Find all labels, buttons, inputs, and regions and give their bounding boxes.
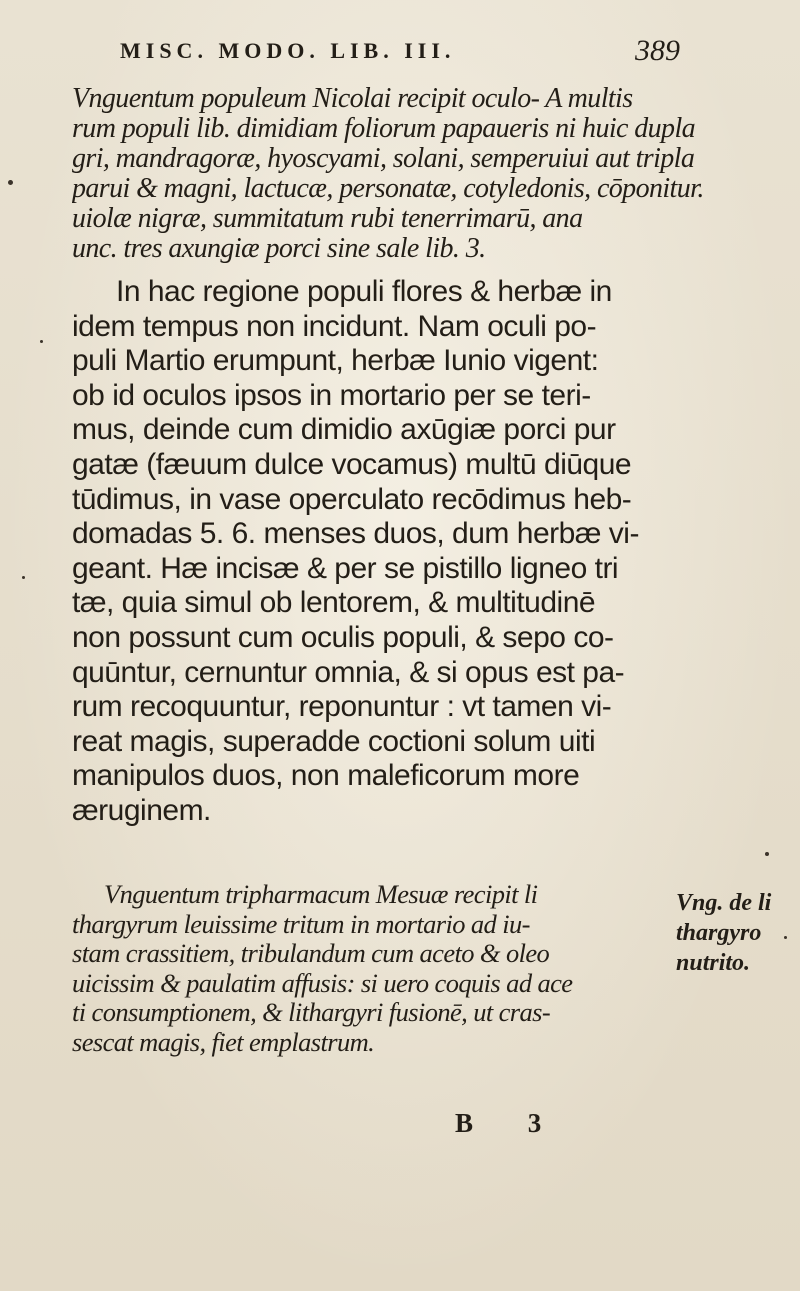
text-line: rum recoquuntur, reponuntur : vt tamen vi- — [72, 690, 612, 724]
ink-speck — [784, 936, 787, 939]
text-line: mus, deinde cum dimidio axūgiæ porci pur — [72, 413, 616, 447]
text-line: unc. tres axungiæ porci sine sale lib. 3. — [72, 234, 486, 264]
text-line: gatæ (fæuum dulce vocamus) multū diūque — [72, 447, 632, 481]
text-line: In hac regione populi flores & herbæ in — [116, 275, 612, 308]
text-line: quūntur, cernuntur omnia, & si opus est pa- — [72, 655, 625, 689]
text-line: reat magis, superadde coctioni solum uiti — [72, 724, 596, 758]
ink-speck — [765, 852, 769, 856]
margin-note-line: thargyro — [676, 920, 762, 946]
text-line: Vnguentum tripharmacum Mesuæ recipit li — [104, 880, 538, 909]
ink-speck — [8, 180, 13, 185]
text-line: ob id oculos ipsos in mortario per se teri- — [72, 378, 591, 412]
text-line: geant. Hæ incisæ & per se pistillo ligneo tri — [72, 551, 619, 585]
text-line: stam crassitiem, tribulandum cum aceto & oleo — [72, 939, 550, 969]
text-line: idem tempus non incidunt. Nam oculi po- — [72, 309, 597, 343]
text-line: æruginem. — [72, 793, 211, 827]
signature-mark: B 3 — [455, 1108, 566, 1138]
ink-speck — [22, 576, 25, 579]
text-line: puli Martio erumpunt, herbæ Iunio vigent: — [72, 344, 599, 378]
running-head: MISC. MODO. LIB. III. — [120, 38, 456, 63]
recipe-tripharmacum — [72, 880, 672, 1058]
text-line: rum populi lib. dimidiam foliorum papaueris ni huic dupla — [72, 114, 696, 144]
body-paragraph — [72, 275, 762, 829]
text-line: uiolæ nigræ, summitatum rubi tenerrimarū, ana — [72, 204, 583, 234]
text-line: domadas 5. 6. menses duos, dum herbæ vi- — [72, 517, 639, 551]
text-line: non possunt cum oculis populi, & sepo co- — [72, 620, 614, 654]
text-line: tūdimus, in vase operculato recōdimus heb- — [72, 482, 632, 516]
text-line: gri, mandragoræ, hyoscyami, solani, semperuiui aut tripla — [72, 144, 695, 174]
page-header — [120, 34, 680, 74]
text-line: parui & magni, lactucæ, personatæ, cotyledonis, cōponitur. — [72, 174, 704, 204]
margin-note-line: nutrito. — [676, 950, 751, 976]
ink-speck — [40, 340, 43, 343]
text-line: sescat magis, fiet emplastrum. — [72, 1027, 375, 1057]
margin-note — [676, 888, 796, 978]
text-line: tæ, quia simul ob lentorem, & multitudinē — [72, 586, 596, 620]
text-line: thargyrum leuissime tritum in mortario ad iu- — [72, 909, 530, 939]
text-line: manipulos duos, non maleficorum more — [72, 759, 580, 793]
page-number: 389 — [635, 34, 680, 67]
text-line: ti consumptionem, & lithargyri fusionē, ut cras- — [72, 998, 551, 1028]
margin-note-line: Vng. de li — [676, 890, 772, 916]
text-line: Vnguentum populeum Nicolai recipit oculo- A multis — [72, 84, 633, 114]
text-line: uicissim & paulatim affusis: si uero coquis ad ace — [72, 968, 573, 998]
recipe-populeum — [72, 84, 762, 264]
